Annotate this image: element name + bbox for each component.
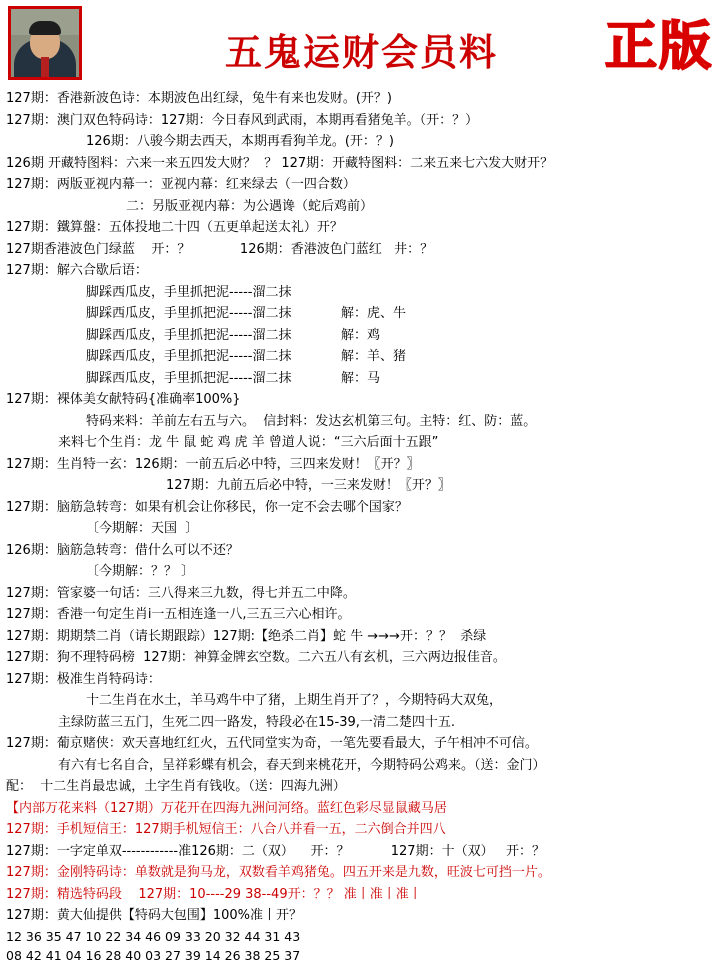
content-line: 127期：管家婆一句话：三八得来三九数，得七并五二中降。 xyxy=(6,585,356,601)
content-line: 〔今期解：天国 〕 xyxy=(86,521,199,536)
content-line: 127期：脑筋急转弯：如果有机会让你移民，你一定不会去哪个国家？ xyxy=(6,499,408,515)
page-header xyxy=(0,0,723,88)
content-body xyxy=(0,88,723,927)
content-line: 127期：葡京赌侠：欢天喜地红红火，五代同堂实为奇，一笔先要看最大，子午相冲不可信。 xyxy=(6,736,538,751)
content-line: 【内部万花来料（127期）万花开在四海九洲问河络。蓝红色彩尽显鼠藏马居 xyxy=(6,800,447,816)
content-line: 特码来料：羊前左右五与六。 信封料：发达玄机第三句。主特：红、防：蓝。 xyxy=(86,413,537,429)
content-line: 127期：九前五后必中特，一三来发财！〖开？〗 xyxy=(166,478,451,493)
content-line: 脚踩西瓜皮，手里抓把泥-----溜二抹 解：羊、猪 xyxy=(86,349,407,364)
content-line: 127期：黄大仙提供【特码大包围】100%准丨开？ xyxy=(6,908,302,923)
footer-numbers xyxy=(0,927,723,965)
content-line: 127期：鐵算盤：五体投地二十四（五更单起送太礼）开？ xyxy=(6,220,343,235)
content-line: 126期 开藏特图料：六来一来五四发大财？ ？ 127期：开藏特图料：二来五来七六发大财开？ xyxy=(6,155,554,171)
content-line: 有六有七名自合，呈祥彩蝶有机会，春天到来桃花开，今期特码公鸡来。（送：金门） xyxy=(58,757,546,773)
content-line: 127期：金刚特码诗：单数就是狗马龙，双数看羊鸡猪兔。四五开来是九数，旺波七可挡一片。 xyxy=(6,865,551,880)
content-line: 十二生肖在水土，羊马鸡牛中了猪，上期生肖开了？，今期特码大双兔， xyxy=(86,693,503,708)
content-line: 二：另版亚视内幕：为公遇谗（蛇后鸡前） xyxy=(126,198,374,214)
content-line: 127期：狗不理特码榜 127期：神算金牌玄空数。二六五八有玄机，三六两边报佳音。 xyxy=(6,650,506,665)
content-line: 127期：香港一句定生肖ⅰ一五相连逢一八,三五三六心相许。 xyxy=(6,607,351,622)
content-line: 127期：两版亚视内幕一：亚视内幕：红来绿去（一四合数） xyxy=(6,177,356,192)
content-line: 脚踩西瓜皮，手里抓把泥-----溜二抹 解：马 xyxy=(86,370,381,386)
content-line: 主绿防蓝三五门，生死二四一路发，特段必在15-39,一清二楚四十五. xyxy=(58,714,456,730)
content-line: 127期：解六合歇后语： xyxy=(6,263,148,278)
content-line: 〔今期解：？？ 〕 xyxy=(86,564,195,579)
content-line: 127期：一字定单双------------准126期：二（双） 开：？ 127期：十（双） 开：？ xyxy=(6,843,545,859)
content-line: 脚踩西瓜皮，手里抓把泥-----溜二抹 解：虎、牛 xyxy=(86,306,407,321)
content-line: 来料七个生肖：龙 牛 鼠 蛇 鸡 虎 羊 曾道人说：“三六后面十五跟” xyxy=(58,435,439,450)
content-line: 127期：期期禁二肖（请长期跟踪）127期:【绝杀二肖】蛇 牛 →→→开：？？ 杀绿 xyxy=(6,628,487,644)
content-line: 127期：生肖特一玄：126期：一前五后必中特，三四来发财！〖开？〗 xyxy=(6,456,420,472)
number-row: 08 42 41 04 16 28 40 03 27 39 14 26 38 25 37 xyxy=(6,947,301,963)
content-line: 126期：八骏今期去西天，本期再看狗羊龙。(开：？) xyxy=(86,134,394,149)
content-line: 127期：澳门双色特码诗：127期：今日春风到武雨，本期再看猪兔羊。（开：？） xyxy=(6,112,479,128)
content-line: 脚踩西瓜皮，手里抓把泥-----溜二抹 解：鸡 xyxy=(86,327,381,343)
page-title: 五鬼运财会员料 xyxy=(225,30,498,74)
content-line: 127期：裸体美女献特码{准确率100%} xyxy=(6,392,241,407)
content-line: 脚踩西瓜皮，手里抓把泥-----溜二抹 xyxy=(86,284,292,300)
content-line: 127期：香港新波色诗：本期波色出红绿，兔牛有来也发财。(开？) xyxy=(6,91,392,106)
content-line: 127期：手机短信王：127期手机短信王：八合八并看一五，二六倒合并四八 xyxy=(6,822,446,837)
content-line: 126期：脑筋急转弯：借什么可以不还？ xyxy=(6,542,239,558)
content-line: 127期：精选特码段 127期：10----29 38--49开：？？ 准丨准丨准丨 xyxy=(6,886,422,902)
content-line: 配： 十二生肖最忠诚，土字生肖有钱收。（送：四海九洲） xyxy=(6,779,346,794)
number-row: 12 36 35 47 10 22 34 46 09 33 20 32 44 31 43 xyxy=(6,928,301,944)
content-line: 127期香港波色门绿蓝 开：？ 126期：香港波色门蓝红 井：？ xyxy=(6,241,434,257)
content-line: 127期：极准生肖特码诗： xyxy=(6,671,161,687)
official-edition-stamp: 正版 xyxy=(604,16,713,77)
